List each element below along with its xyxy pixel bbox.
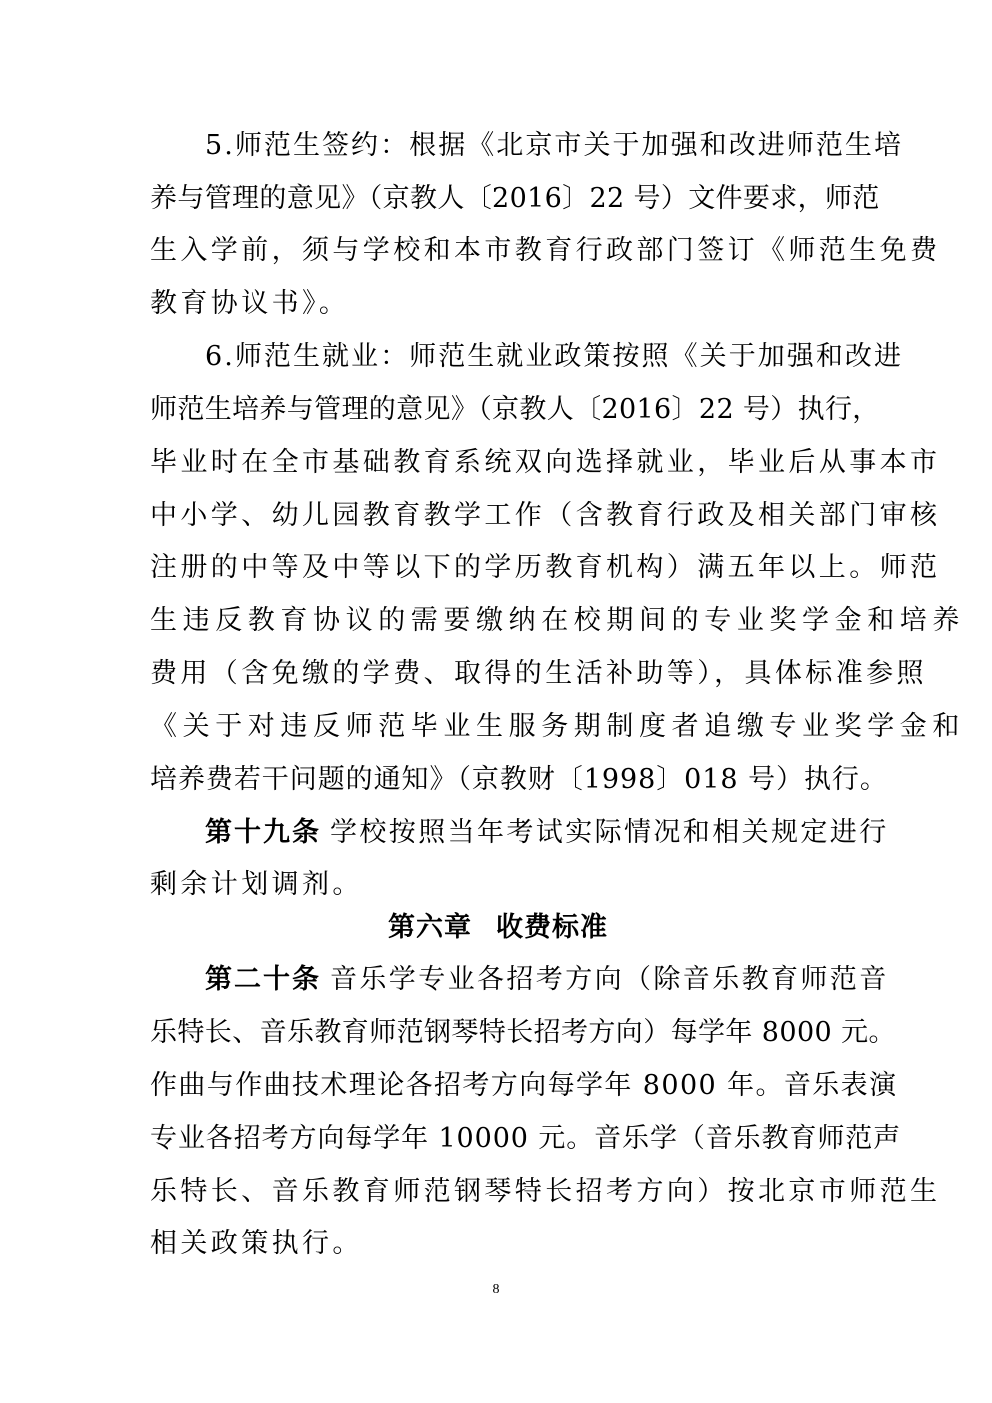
page-number: 8 [492,1282,500,1297]
chapter-heading [0,900,992,956]
body-text: 《关于对违反师范毕业生服务期制度者追缴专业奖学金和 [150,711,965,742]
body-text: 剩余计划调剂。 [150,869,363,900]
body-text: 作曲与作曲技术理论各招考方向每学年 8000 年。音乐表演 [150,1070,898,1101]
body-text: 乐特长、音乐教育师范钢琴特长招考方向）按北京市师范生 [150,1176,941,1207]
body-text-line [0,1005,992,1061]
body-text-line [0,276,992,332]
article-number: 第二十条 [205,964,321,995]
body-text-line [0,488,992,544]
body-text-line [0,171,992,227]
article-line [0,952,992,1008]
body-text: 5.师范生签约：根据《北京市关于加强和改进师范生培 [205,130,904,161]
body-text-line [0,382,992,438]
body-text: 乐特长、音乐教育师范钢琴特长招考方向）每学年 8000 元。 [150,1017,896,1048]
body-text: 注册的中等及中等以下的学历教育机构）满五年以上。师范 [150,552,941,583]
article-number: 第十九条 [205,817,321,848]
body-text-line [0,118,992,174]
body-text-line [0,540,992,596]
body-text: 毕业时在全市基础教育系统双向选择就业，毕业后从事本市 [150,447,941,478]
body-text-line [0,329,992,385]
body-text: 教育协议书》。 [150,288,350,319]
body-text-line [0,699,992,755]
chapter-number: 第六章 [388,912,472,943]
body-text-line [0,1216,992,1272]
body-text: 生入学前，须与学校和本市教育行政部门签订《师范生免费 [150,235,941,266]
body-text-line [0,593,992,649]
chapter-title: 收费标准 [496,912,608,943]
body-text: 养与管理的意见》（京教人〔2016〕22 号）文件要求，师范 [150,183,880,214]
body-text: 音乐学专业各招考方向（除音乐教育师范音 [330,964,889,995]
body-text: 培养费若干问题的通知》（京教财〔1998〕018 号）执行。 [150,764,888,795]
body-text: 学校按照当年考试实际情况和相关规定进行 [330,817,889,848]
body-text-line [0,1164,992,1220]
body-text: 中小学、幼儿园教育教学工作（含教育行政及相关部门审核 [150,500,941,531]
body-text: 相关政策执行。 [150,1228,363,1259]
body-text: 师范生培养与管理的意见》（京教人〔2016〕22 号）执行， [150,394,880,425]
body-text-line [0,752,992,808]
article-line [0,805,992,861]
body-text-line [0,646,992,702]
body-text: 6.师范生就业：师范生就业政策按照《关于加强和改进 [205,341,904,372]
body-text: 生违反教育协议的需要缴纳在校期间的专业奖学金和培养 [150,605,965,636]
body-text: 费用（含免缴的学费、取得的生活补助等），具体标准参照 [150,658,927,689]
body-text-line [0,1111,992,1167]
body-text-line [0,1058,992,1114]
body-text: 专业各招考方向每学年 10000 元。音乐学（音乐教育师范声 [150,1123,902,1154]
body-text-line [0,223,992,279]
body-text-line [0,435,992,491]
